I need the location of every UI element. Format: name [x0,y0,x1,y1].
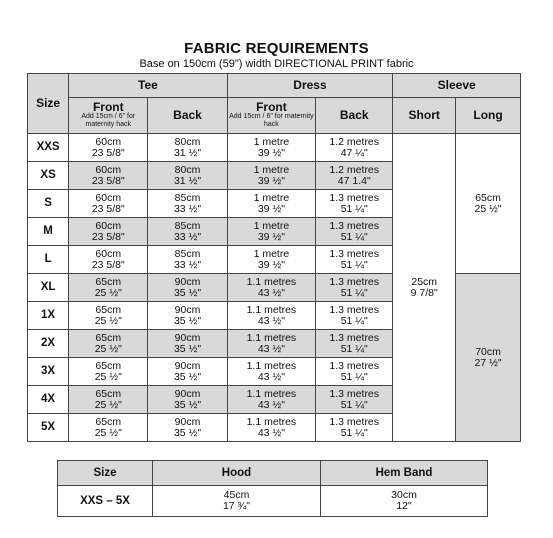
metric-value: 65cm [95,387,122,400]
size-cell: XXS [28,134,69,162]
dress-front-cell [227,302,316,330]
metric-value: 85cm [174,247,201,260]
imperial-value: 25 ½" [94,342,122,355]
dress-back-cell [316,162,393,190]
tee-front-cell [69,274,148,302]
imperial-value: 25 ½" [94,314,122,327]
imperial-value: 35 ½" [173,314,202,327]
dress-back-cell [316,414,393,442]
imperial-value: 39 ½" [257,146,285,159]
imperial-value: 25 ½" [94,286,122,299]
metric-value: 60cm [95,247,122,260]
imperial-value: 35 ½" [173,398,202,411]
metric-value: 90cm [174,359,201,372]
tee-front-cell [69,302,148,330]
imperial-value: 33 ½" [173,258,202,271]
page-subtitle: Base on 150cm (59") width DIRECTIONAL PRINT fabric [139,58,414,70]
tee-front-note: Add 15cm / 6" for maternity hack [81,113,136,128]
dress-front-note: Add 15cm / 6" for maternity hack [229,113,314,128]
metric-value: 65cm [95,359,122,372]
dress-back-cell [316,386,393,414]
metric-value: 1.2 metres [329,135,380,148]
dress-front-cell [227,414,316,442]
metric-value: 1 metre [253,163,290,176]
imperial-value: 47 1.4" [337,174,371,187]
imperial-value: 39 ½" [257,230,285,243]
long-header: Long [456,98,521,134]
metric-value: 1 metre [253,247,290,260]
long-sleeve-small-cm: 65cm [475,191,501,204]
hood-size-header: Size [58,461,153,486]
tee-back-cell [148,246,227,274]
imperial-value: 33 ½" [173,202,202,215]
short-sleeve-cm: 25cm [411,275,438,288]
tee-back-cell [148,218,227,246]
metric-value: 65cm [95,415,122,428]
table-row [28,134,521,162]
metric-value: 1.3 metres [329,275,380,288]
dress-front-label: Front [256,100,287,114]
dress-back-cell [316,274,393,302]
hem-band-header: Hem Band [321,461,488,486]
imperial-value: 51 ¼" [340,426,368,439]
imperial-value: 25 ½" [94,370,122,383]
hem-band-cell [321,486,488,517]
dress-back-cell [316,134,393,162]
tee-front-cell [69,190,148,218]
dress-front-cell [227,330,316,358]
tee-front-cell [69,330,148,358]
metric-value: 1.3 metres [329,415,380,428]
size-cell: 5X [28,414,69,442]
metric-value: 1.1 metres [246,275,297,288]
imperial-value: 51 ¼" [340,398,368,411]
dress-front-cell [227,386,316,414]
dress-front-cell [227,134,316,162]
dress-back-cell [316,190,393,218]
metric-value: 1.3 metres [329,191,380,204]
long-sleeve-large-cm: 70cm [475,345,501,358]
dress-front-cell [227,358,316,386]
imperial-value: 43 ½" [257,370,285,383]
imperial-value: 39 ½" [257,202,285,215]
metric-value: 90cm [174,387,201,400]
metric-value: 1.3 metres [329,359,380,372]
tee-front-cell [69,134,148,162]
tee-back-cell [148,162,227,190]
imperial-value: 43 ½" [257,342,285,355]
dress-front-header [227,98,316,134]
metric-value: 65cm [95,275,122,288]
metric-value: 90cm [174,415,201,428]
dress-front-cell [227,274,316,302]
tee-front-label: Front [92,100,124,114]
dress-back-cell [316,246,393,274]
hood-cell [153,486,321,517]
hood-cm: 45cm [223,489,250,501]
long-sleeve-large-cell [456,274,521,442]
size-cell: 3X [28,358,69,386]
metric-value: 90cm [174,303,201,316]
imperial-value: 23 5/8" [91,258,125,271]
metric-value: 1 metre [253,135,290,148]
hood-size-cell: XXS – 5X [58,486,153,517]
tee-front-cell [69,414,148,442]
imperial-value: 31 ½" [173,174,202,187]
imperial-value: 23 5/8" [91,202,125,215]
metric-value: 85cm [174,219,201,232]
imperial-value: 51 ¼" [340,370,368,383]
long-sleeve-large-in: 27 ½" [474,356,502,369]
dress-front-cell [227,246,316,274]
size-cell: XL [28,274,69,302]
imperial-value: 51 ¼" [340,314,368,327]
metric-value: 1.3 metres [329,387,380,400]
dress-front-cell [227,162,316,190]
dress-back-cell [316,218,393,246]
tee-front-cell [69,386,148,414]
size-cell: M [28,218,69,246]
metric-value: 1.1 metres [246,331,297,344]
imperial-value: 43 ½" [257,314,285,327]
fabric-requirements-table [27,73,521,442]
tee-front-cell [69,358,148,386]
hood-header: Hood [153,461,321,486]
short-sleeve-cell [393,134,456,442]
metric-value: 1.3 metres [329,247,380,260]
imperial-value: 35 ½" [173,370,202,383]
tee-back-cell [148,302,227,330]
hood-hem-band-table [57,460,488,517]
imperial-value: 51 ¼" [340,202,368,215]
imperial-value: 43 ½" [257,426,285,439]
metric-value: 60cm [95,163,122,176]
imperial-value: 23 5/8" [91,146,125,159]
tee-front-cell [69,218,148,246]
tee-back-cell [148,274,227,302]
size-cell: 2X [28,330,69,358]
size-header: Size [28,74,69,134]
metric-value: 1 metre [253,219,290,232]
imperial-value: 51 ¼" [340,286,368,299]
size-cell: 4X [28,386,69,414]
imperial-value: 47 ¼" [340,146,368,159]
long-sleeve-small-cell [456,134,521,274]
dress-back-cell [316,330,393,358]
metric-value: 1.1 metres [246,303,297,316]
imperial-value: 43 ½" [257,286,285,299]
metric-value: 1.3 metres [329,303,380,316]
size-cell: S [28,190,69,218]
metric-value: 65cm [95,331,122,344]
dress-back-header: Back [316,98,393,134]
tee-back-cell [148,414,227,442]
imperial-value: 51 ¼" [340,230,368,243]
metric-value: 1 metre [253,191,290,204]
hem-band-in: 12" [396,500,412,512]
imperial-value: 35 ½" [173,426,202,439]
metric-value: 1.1 metres [246,387,297,400]
short-sleeve-in: 9 7/8" [410,286,438,299]
metric-value: 65cm [95,303,122,316]
tee-back-cell [148,190,227,218]
metric-value: 85cm [174,191,201,204]
page-title: FABRIC REQUIREMENTS [184,40,369,57]
imperial-value: 25 ½" [94,426,122,439]
sleeve-header: Sleeve [393,74,521,98]
metric-value: 1.2 metres [329,163,380,176]
imperial-value: 23 5/8" [91,230,125,243]
metric-value: 60cm [95,135,122,148]
imperial-value: 51 ¼" [340,342,368,355]
metric-value: 1.3 metres [329,219,380,232]
size-cell: XS [28,162,69,190]
hood-in: 17 ¾" [222,500,251,512]
dress-back-cell [316,302,393,330]
imperial-value: 39 ½" [257,174,285,187]
imperial-value: 51 ¼" [340,258,368,271]
metric-value: 80cm [174,163,201,176]
imperial-value: 39 ½" [257,258,285,271]
metric-value: 90cm [174,331,201,344]
dress-front-cell [227,190,316,218]
long-sleeve-small-in: 25 ½" [474,202,502,215]
imperial-value: 33 ½" [173,230,202,243]
imperial-value: 35 ½" [173,286,202,299]
imperial-value: 23 5/8" [91,174,125,187]
metric-value: 1.1 metres [246,359,297,372]
imperial-value: 43 ½" [257,398,285,411]
tee-back-cell [148,358,227,386]
tee-front-header [69,98,148,134]
tee-back-header: Back [148,98,227,134]
imperial-value: 35 ½" [173,342,202,355]
metric-value: 1.1 metres [246,415,297,428]
tee-front-cell [69,162,148,190]
dress-back-cell [316,358,393,386]
tee-back-cell [148,134,227,162]
imperial-value: 31 ½" [173,146,202,159]
tee-front-cell [69,246,148,274]
dress-header: Dress [227,74,393,98]
metric-value: 90cm [174,275,201,288]
metric-value: 1.3 metres [329,331,380,344]
size-cell: 1X [28,302,69,330]
size-cell: L [28,246,69,274]
short-header: Short [393,98,456,134]
metric-value: 60cm [95,219,122,232]
tee-back-cell [148,386,227,414]
metric-value: 60cm [95,191,122,204]
tee-back-cell [148,330,227,358]
dress-front-cell [227,218,316,246]
imperial-value: 25 ½" [94,398,122,411]
metric-value: 80cm [174,135,201,148]
hem-band-cm: 30cm [391,489,417,501]
tee-header: Tee [69,74,227,98]
